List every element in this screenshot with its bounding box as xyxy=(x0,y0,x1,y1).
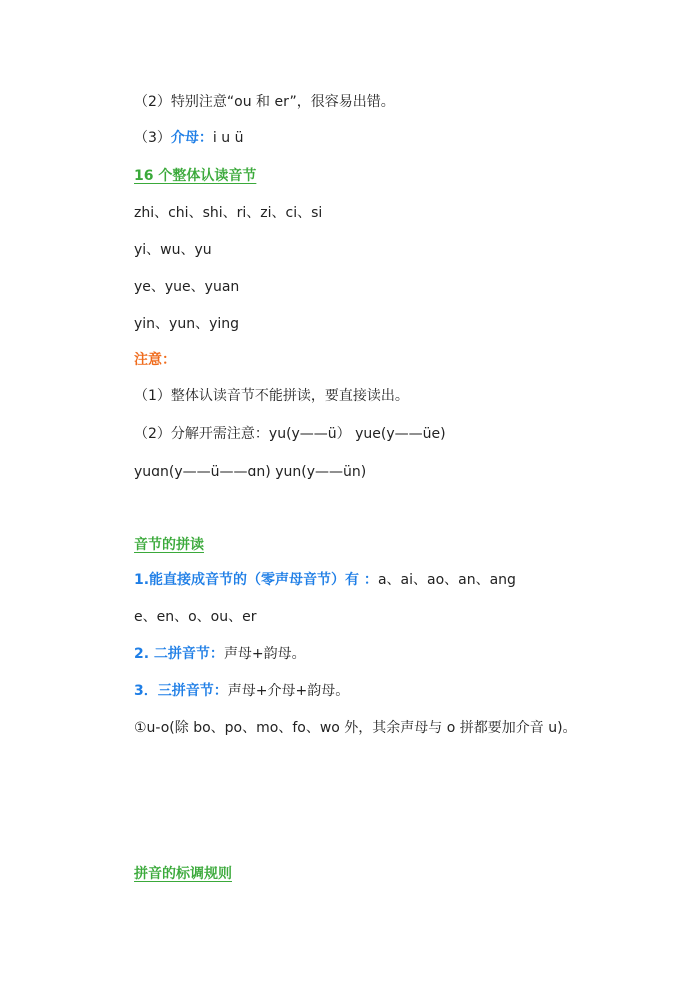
heading-syllable-spelling: 音节的拼读 xyxy=(134,537,204,553)
two-part-rule: 声母+韵母。 xyxy=(223,646,306,662)
uo-rule-line: ①u-o(除 bo、po、mo、fo、wo 外，其余声母与 o 拼都要加介音 u)。 xyxy=(134,720,577,736)
zero-initial-line-2: e、en、o、ou、er xyxy=(134,609,257,625)
heading-tone-rules: 拼音的标调规则 xyxy=(134,866,232,882)
medial-values: i u ü xyxy=(212,130,244,146)
zero-initial-values: a、ai、ao、an、ang xyxy=(377,572,516,588)
three-part-label: 3．三拼音节： xyxy=(134,683,228,699)
note-item-1: （1）整体认读音节不能拼读，要直接读出。 xyxy=(134,388,409,404)
note-label: 注意： xyxy=(134,352,176,368)
three-part-rule: 声母+介母+韵母。 xyxy=(227,683,350,699)
note-item-3: yuɑn(y——ü——ɑn) yun(y——ün) xyxy=(134,464,367,480)
three-part-line xyxy=(134,681,349,701)
syllable-line-4: yin、yun、ying xyxy=(134,316,240,332)
medial-label: 介母： xyxy=(170,130,213,146)
syllable-line-1: zhi、chi、shi、ri、zi、ci、si xyxy=(134,205,323,221)
note-item-2: （2）分解开需注意：yu(y——ü） yue(y——üe) xyxy=(134,426,446,442)
note-ou-er-line: （2）特别注意“ou 和 er”，很容易出错。 xyxy=(134,94,395,110)
medial-prefix: （3） xyxy=(134,130,171,146)
zero-initial-line xyxy=(134,570,516,590)
zero-initial-label: 1.能直接成音节的（零声母音节）有 ： xyxy=(134,572,378,588)
medial-line xyxy=(134,128,243,148)
two-part-label: 2. 二拼音节： xyxy=(134,646,224,662)
syllable-line-2: yi、wu、yu xyxy=(134,242,212,258)
two-part-line xyxy=(134,644,306,664)
syllable-line-3: ye、yue、yuan xyxy=(134,279,240,295)
heading-whole-syllables: 16 个整体认读音节 xyxy=(134,168,257,184)
